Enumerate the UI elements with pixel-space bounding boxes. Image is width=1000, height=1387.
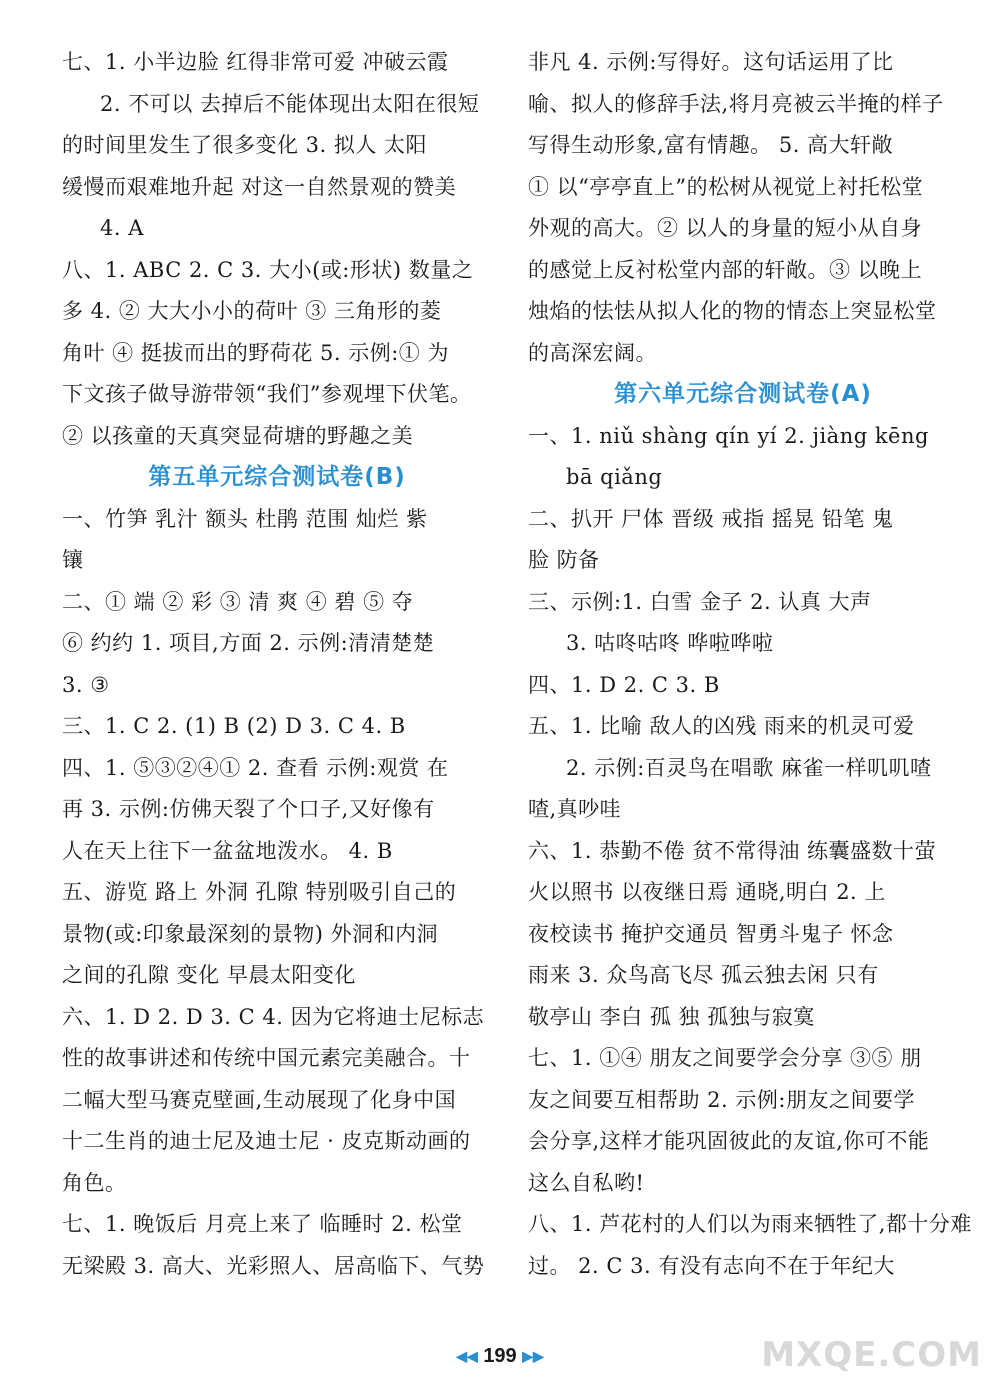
watermark: MXQE.COM bbox=[761, 1335, 982, 1375]
text-line: 的高深宏阔。 bbox=[528, 340, 657, 365]
text-line: 四、1. ⑤③②④① 2. 查看 示例:观赏 在 bbox=[62, 755, 449, 780]
text-line: 2. 示例:百灵鸟在唱歌 麻雀一样叽叽喳 bbox=[566, 755, 932, 780]
text-line: 六、1. 恭勤不倦 贫不常得油 练囊盛数十萤 bbox=[528, 838, 937, 863]
text-line: 的感觉上反衬松堂内部的轩敞。③ 以晚上 bbox=[528, 257, 923, 282]
text-line: 五、游览 路上 外洞 孔隙 特别吸引自己的 bbox=[62, 880, 457, 904]
text-line: 角色。 bbox=[62, 1170, 127, 1195]
text-line: 景物(或:印象最深刻的景物) 外洞和内洞 bbox=[62, 921, 439, 946]
text-line: 3. ③ bbox=[62, 672, 110, 697]
text-line: 缓慢而艰难地升起 对这一自然景观的赞美 bbox=[62, 174, 457, 199]
text-line: 性的故事讲述和传统中国元素完美融合。十 bbox=[62, 1046, 471, 1070]
text-line: 再 3. 示例:仿佛天裂了个口子,又好像有 bbox=[62, 797, 435, 821]
text-line: ② 以孩童的天真突显荷塘的野趣之美 bbox=[62, 423, 414, 448]
text-line: 喳,真吵哇 bbox=[528, 797, 622, 821]
text-line: 七、1. ①④ 朋友之间要学会分享 ③⑤ 朋 bbox=[528, 1046, 922, 1070]
text-line: 七、1. 晚饭后 月亮上来了 临睡时 2. 松堂 bbox=[62, 1212, 463, 1236]
text-line: 夜校读书 掩护交通员 智勇斗鬼子 怀念 bbox=[528, 921, 894, 946]
text-line: 2. 不可以 去掉后不能体现出太阳在很短 bbox=[100, 91, 480, 116]
text-line: 之间的孔隙 变化 早晨太阳变化 bbox=[62, 963, 356, 987]
text-line: 二、扒开 尸体 晋级 戒指 摇晃 铅笔 鬼 bbox=[528, 506, 894, 531]
text-line: 二、① 端 ② 彩 ③ 清 爽 ④ 碧 ⑤ 夺 bbox=[62, 589, 414, 614]
text-line: 一、竹笋 乳汁 额头 杜鹃 范围 灿烂 紫 bbox=[62, 506, 428, 531]
text-line: 七、1. 小半边脸 红得非常可爱 冲破云霞 bbox=[62, 50, 449, 74]
text-line: bā qiǎng bbox=[566, 465, 663, 489]
page-number: 199 bbox=[483, 1345, 517, 1367]
section-heading: 第六单元综合测试卷(A) bbox=[614, 381, 872, 407]
text-line: 敬亭山 李白 孤 独 孤独与寂寞 bbox=[528, 1004, 815, 1029]
text-line: 非凡 4. 示例:写得好。这句话运用了比 bbox=[528, 50, 894, 74]
left-column bbox=[62, 42, 492, 1287]
text-line: 人在天上往下一盆盆地泼水。 4. B bbox=[62, 838, 393, 863]
text-line: 无梁殿 3. 高大、光彩照人、居高临下、气势 bbox=[62, 1253, 485, 1278]
text-line: 五、1. 比喻 敌人的凶残 雨来的机灵可爱 bbox=[528, 714, 915, 738]
text-line: 镶 bbox=[62, 548, 84, 572]
text-line: 过。 2. C 3. 有没有志向不在于年纪大 bbox=[528, 1253, 895, 1278]
section-heading: 第五单元综合测试卷(B) bbox=[148, 464, 406, 490]
text-line: ① 以“亭亭直上”的松树从视觉上衬托松堂 bbox=[528, 174, 924, 199]
text-line: 脸 防备 bbox=[528, 548, 600, 572]
text-line: 八、1. ABC 2. C 3. 大小(或:形状) 数量之 bbox=[62, 257, 474, 282]
text-line: 一、1. niǔ shàng qín yí 2. jiàng kēng bbox=[528, 423, 929, 448]
text-line: 这么自私哟! bbox=[528, 1170, 645, 1195]
text-line: 三、1. C 2. (1) B (2) D 3. C 4. B bbox=[62, 714, 406, 738]
text-line: 会分享,这样才能巩固彼此的友谊,你可不能 bbox=[528, 1129, 930, 1153]
text-line: 友之间要互相帮助 2. 示例:朋友之间要学 bbox=[528, 1087, 915, 1112]
text-line: 火以照书 以夜继日焉 通晓,明白 2. 上 bbox=[528, 880, 886, 904]
text-line: 外观的高大。② 以人的身量的短小从自身 bbox=[528, 216, 923, 240]
text-line: 3. 咕咚咕咚 哗啦哗啦 bbox=[566, 631, 774, 655]
text-line: 三、示例:1. 白雪 金子 2. 认真 大声 bbox=[528, 589, 872, 614]
text-line: 六、1. D 2. D 3. C 4. 因为它将迪士尼标志 bbox=[62, 1004, 485, 1029]
text-line: 雨来 3. 众鸟高飞尽 孤云独去闲 只有 bbox=[528, 963, 879, 987]
text-line: 十二生肖的迪士尼及迪士尼 · 皮克斯动画的 bbox=[62, 1129, 471, 1153]
text-line: 二幅大型马赛克壁画,生动展现了化身中国 bbox=[62, 1087, 457, 1112]
text-line: 的时间里发生了很多变化 3. 拟人 太阳 bbox=[62, 133, 428, 157]
text-line: 烛焰的怯怯从拟人化的物的情态上突显松堂 bbox=[528, 299, 937, 323]
text-line: 多 4. ② 大大小小的荷叶 ③ 三角形的菱 bbox=[62, 299, 442, 323]
text-line: 角叶 ④ 挺拔而出的野荷花 5. 示例:① 为 bbox=[62, 340, 449, 365]
text-line: 喻、拟人的修辞手法,将月亮被云半掩的样子 bbox=[528, 91, 944, 116]
text-line: 写得生动形象,富有情趣。 5. 高大轩敞 bbox=[528, 133, 894, 157]
right-column bbox=[528, 42, 972, 1287]
text-line: 四、1. D 2. C 3. B bbox=[528, 672, 720, 697]
text-line: ⑥ 约约 1. 项目,方面 2. 示例:清清楚楚 bbox=[62, 631, 435, 655]
double-right-arrow-icon: ▶▶ bbox=[522, 1348, 544, 1365]
double-left-arrow-icon: ◀◀ bbox=[456, 1348, 478, 1365]
text-line: 下文孩子做导游带领“我们”参观埋下伏笔。 bbox=[62, 382, 472, 406]
text-line: 4. A bbox=[100, 216, 144, 240]
text-line: 八、1. 芦花村的人们以为雨来牺牲了,都十分难 bbox=[528, 1212, 972, 1236]
